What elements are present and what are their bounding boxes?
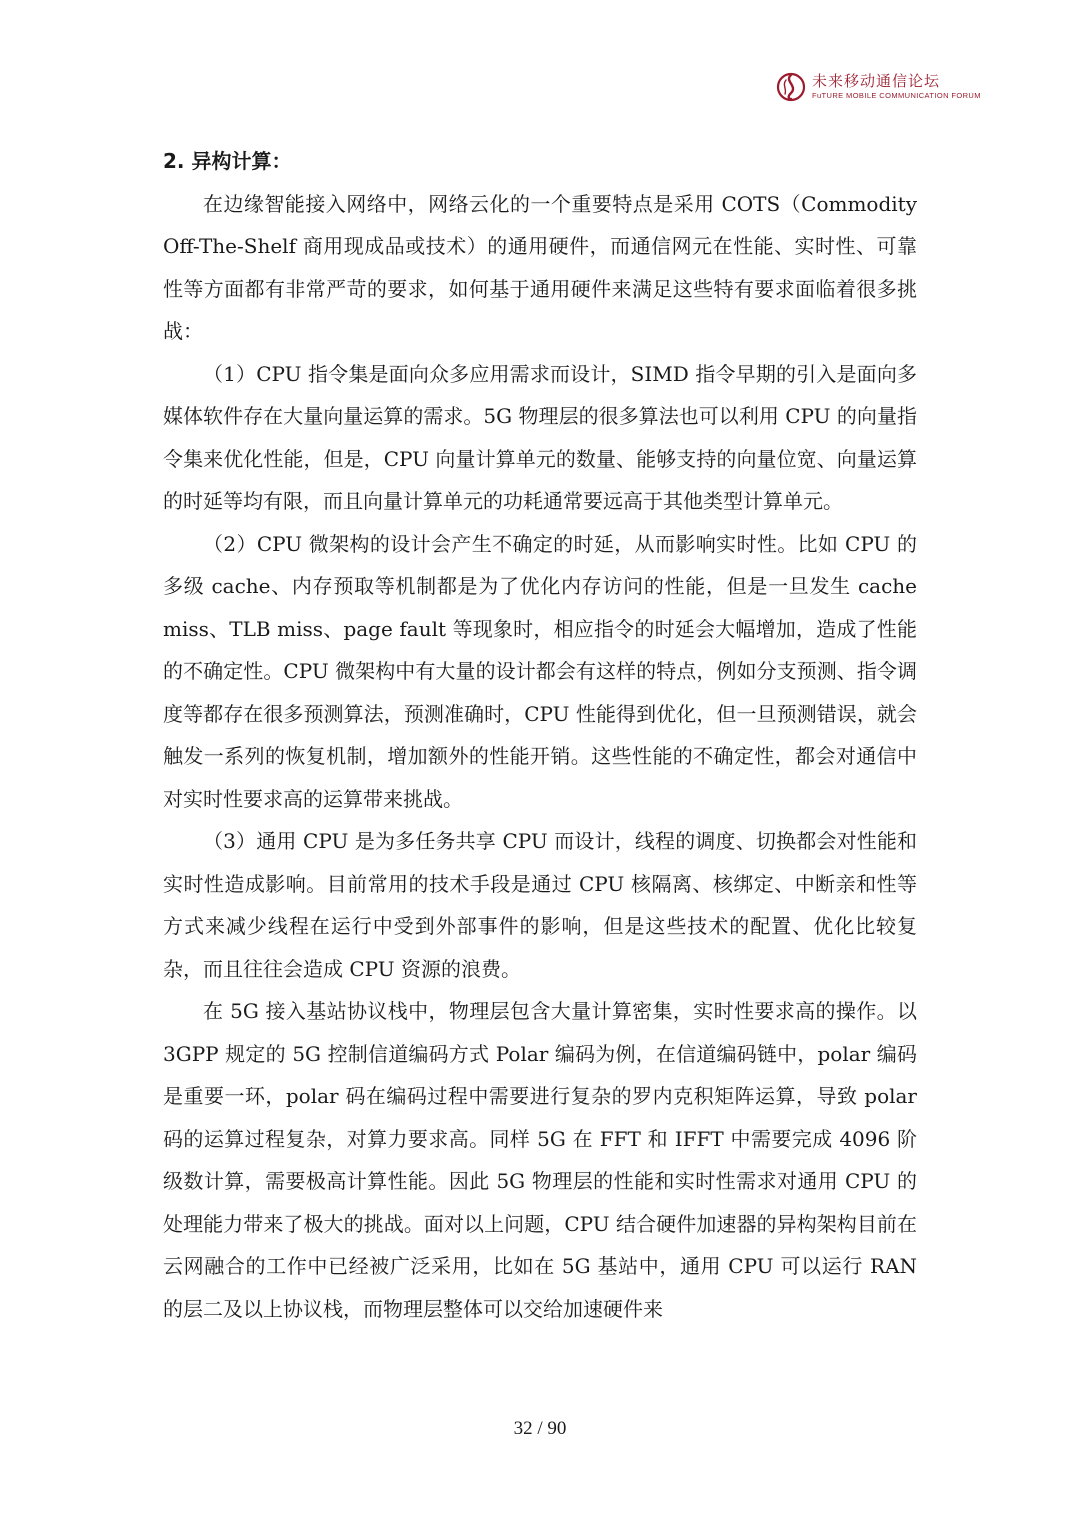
paragraph-cpu-microarchitecture: （2）CPU 微架构的设计会产生不确定的时延，从而影响实时性。比如 CPU 的多级 cache、内存预取等机制都是为了优化内存访问的性能，但是一旦发生 cache miss、TLB miss、page fault 等现象时，相应指令的时延会大幅增加，造成了性能的不确定性。CPU 微架构中有大量的设计都会有这样的特点，例如分支预测、指令调度等都存在很多预测算法，预测准确时，CPU 性能得到优化，但一旦预测错误，就会触发一系列的恢复机制，增加额外的性能开销。这些性能的不确定性，都会对通信中对实时性要求高的运算带来挑战。 <box>163 531 917 811</box>
page-number: 32 / 90 <box>513 1418 567 1439</box>
paragraph-cpu-multitask: （3）通用 CPU 是为多任务共享 CPU 而设计，线程的调度、切换都会对性能和实时性造成影响。目前常用的技术手段是通过 CPU 核隔离、核绑定、中断亲和性等方式来减少线程在运行中受到外部事件的影响，但是这些技术的配置、优化比较复杂，而且往往会造成 CPU 资源的浪费。 <box>163 829 917 981</box>
page-content <box>163 140 917 1330</box>
section-title: 2. 异构计算： <box>163 149 292 173</box>
forum-logo-icon <box>776 72 806 102</box>
forum-logo-cn: 未来移动通信论坛 <box>812 72 941 91</box>
paragraph-5g-physical-layer: 在 5G 接入基站协议栈中，物理层包含大量计算密集，实时性要求高的操作。以 3GPP 规定的 5G 控制信道编码方式 Polar 编码为例，在信道编码链中，polar 编码是重要一环，polar 码在编码过程中需要进行复杂的罗内克积矩阵运算，导致 polar 码的运算过程复杂，对算力要求高。同样 5G 在 FFT 和 IFFT 中需要完成 4096 阶级数计算，需要极高计算性能。因此 5G 物理层的性能和实时性需求对通用 CPU 的处理能力带来了极大的挑战。面对以上问题，CPU 结合硬件加速器的异构架构目前在云网融合的工作中已经被广泛采用，比如在 5G 基站中，通用 CPU 可以运行 RAN 的层二及以上协议栈，而物理层整体可以交给加速硬件来 <box>163 999 917 1321</box>
paragraph-cpu-instruction-set: （1）CPU 指令集是面向众多应用需求而设计，SIMD 指令早期的引入是面向多媒体软件存在大量向量运算的需求。5G 物理层的很多算法也可以利用 CPU 的向量指令集来优化性能，但是，CPU 向量计算单元的数量、能够支持的向量位宽、向量运算的时延等均有限，而且向量计算单元的功耗通常要远高于其他类型计算单元。 <box>163 361 917 513</box>
paragraph-cots-intro: 在边缘智能接入网络中，网络云化的一个重要特点是采用 COTS（Commodity Off-The-Shelf 商用现成品或技术）的通用硬件，而通信网元在性能、实时性、可靠性等方面都有非常严苛的要求，如何基于通用硬件来满足这些特有要求面临着很多挑战： <box>163 191 917 343</box>
forum-logo <box>776 72 981 102</box>
forum-logo-text <box>812 74 981 100</box>
forum-logo-en: FuTURE MOBILE COMMUNICATION FORUM <box>812 91 981 101</box>
